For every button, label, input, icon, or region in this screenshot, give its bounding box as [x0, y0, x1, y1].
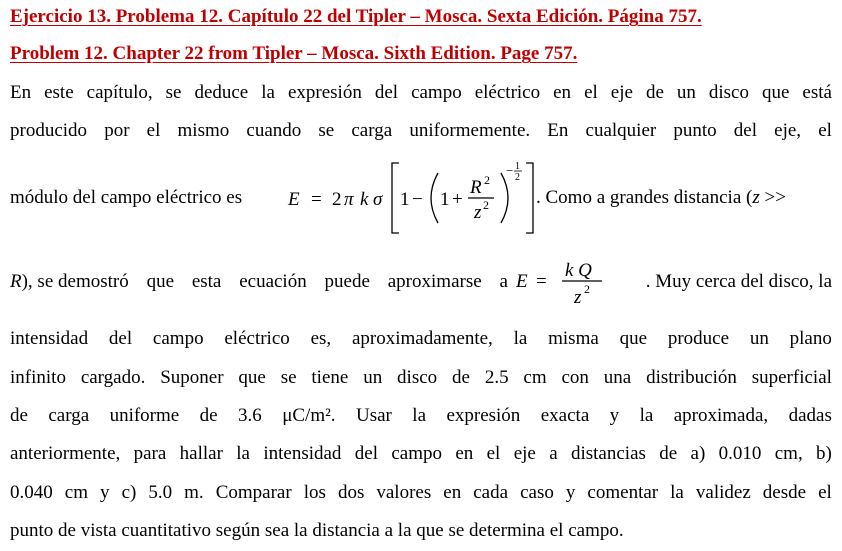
line-8-word: la: [236, 443, 250, 464]
line-7-word: la: [412, 405, 427, 426]
line-2-word: uniformemente.: [409, 120, 531, 141]
line-8-word: cm,: [774, 443, 803, 464]
line-8-word: el: [486, 443, 501, 464]
line-1-word: del: [374, 82, 399, 103]
formula-equals: =: [311, 189, 322, 210]
line-6-word: superficial: [751, 367, 832, 388]
line-9-word: cada: [473, 482, 509, 503]
approx-field-formula: [516, 257, 621, 313]
line-1-word: eje: [610, 82, 633, 103]
text-after-formula: . Como a grandes distancia (z >>: [536, 187, 786, 208]
line-7-word: dadas: [788, 405, 832, 426]
line-1-word: deduce: [194, 82, 249, 103]
line-5-word: la: [513, 328, 528, 349]
line-5-word: intensidad: [10, 328, 89, 349]
line-2-word: carga: [351, 120, 393, 141]
formula-one-a: 1: [400, 189, 410, 210]
line-7-word: carga: [48, 405, 90, 426]
approx-E: E: [516, 271, 528, 292]
line-8-word: para: [133, 443, 167, 464]
line-6-word: de: [452, 367, 470, 388]
line-8-word: anteriormente,: [10, 443, 121, 464]
heading-spanish: Ejercicio 13. Problema 12. Capítulo 22 del Tipler – Mosca. Sexta Edición. Página 757.: [10, 6, 702, 27]
line-2-word: el: [818, 120, 832, 141]
line-2-word: por: [104, 120, 130, 141]
line-9-word: c): [121, 482, 137, 503]
line-9-word: valores: [376, 482, 432, 503]
line-7-word: expresión: [446, 405, 521, 426]
line-6-word: un: [363, 367, 383, 388]
line-7-word: de: [10, 405, 28, 426]
line-1-word: disco: [708, 82, 749, 103]
line-4-word-part: ), se demostró: [21, 271, 129, 292]
line-4-word: R), se demostró: [10, 271, 129, 292]
line-7-word: aproximada,: [673, 405, 769, 426]
line-2-word: eje,: [774, 120, 802, 141]
line-2-word: En: [547, 120, 569, 141]
line-8-word: 0.010: [718, 443, 762, 464]
line-1-word: se: [165, 82, 182, 103]
line-2-word: cuando: [246, 120, 302, 141]
paragraph-line-9: [10, 482, 832, 504]
paragraph-line-6: [10, 367, 832, 389]
line-6-word: distribución: [646, 367, 737, 388]
approx-z: z: [574, 287, 582, 308]
line-2-word: el: [146, 120, 161, 141]
paragraph-line-5: [10, 328, 832, 350]
line-9-word: 0.040: [10, 482, 53, 503]
line-1-word: en: [553, 82, 572, 103]
line-4-word: esta: [191, 271, 222, 292]
line-2-word: mismo: [177, 120, 230, 141]
paragraph-line-2: [10, 120, 832, 142]
line-1-word: la: [261, 82, 275, 103]
line-1-word: eléctrico: [474, 82, 541, 103]
line-6-word: 2.5: [484, 367, 509, 388]
line-7-word: la: [639, 405, 654, 426]
exponent-numerator: 1: [515, 161, 520, 172]
line-2-word: producido: [10, 120, 88, 141]
formula-k: k: [360, 189, 369, 210]
line-8-word: de: [659, 443, 678, 464]
line-7-word: de: [199, 405, 218, 426]
line-5-word: aproximadamente,: [351, 328, 493, 349]
formula-plus: +: [452, 189, 463, 210]
formula-z-exponent: 2: [483, 198, 489, 212]
line-5-word: del: [108, 328, 133, 349]
heading-english: Problem 12. Chapter 22 from Tipler – Mosca. Sixth Edition. Page 757.: [10, 43, 578, 64]
formula-sigma: σ: [373, 189, 383, 210]
line-6-word: disco: [397, 367, 438, 388]
line-7-word: exacta: [540, 405, 590, 426]
line-7-word: μC/m².: [282, 405, 336, 426]
line-1-word: que: [761, 82, 790, 103]
line-9-word: cm: [64, 482, 88, 503]
line-1-word: este: [44, 82, 74, 103]
line-5-word: un: [749, 328, 769, 349]
text-before-formula: módulo del campo eléctrico es: [10, 187, 243, 208]
formula-one-b: 1: [440, 189, 450, 210]
line-1-word: un: [676, 82, 696, 103]
line-1-word: campo: [411, 82, 462, 103]
formula-two: 2: [332, 189, 342, 210]
formula-minus: −: [412, 189, 423, 210]
line-8-word: a): [690, 443, 706, 464]
line-9-word: desde: [762, 482, 807, 503]
line-9-word: validez: [695, 482, 751, 503]
line-6-word: cargado.: [80, 367, 146, 388]
line-9-word: caso: [520, 482, 554, 503]
line-7-word: uniforme: [109, 405, 180, 426]
paragraph-line-7: [10, 405, 832, 427]
line-8-word: eje: [513, 443, 536, 464]
exponent-denominator: 2: [515, 172, 520, 183]
formula-R-exponent: 2: [484, 173, 490, 187]
line-8-word: en: [455, 443, 474, 464]
line-2-word: punto: [673, 120, 717, 141]
line-8-word: distancias: [570, 443, 646, 464]
line-5-word: campo: [152, 328, 204, 349]
line-4-word: puede: [324, 271, 370, 292]
line-6-word: cm: [523, 367, 547, 388]
approx-kQ: k Q: [565, 260, 592, 281]
right-bracket: [526, 163, 533, 233]
line-2-word: se: [318, 120, 335, 141]
right-paren: [501, 173, 508, 223]
line-1-word: el: [584, 82, 598, 103]
approx-z-exponent: 2: [584, 282, 590, 296]
line-6-word: se: [280, 367, 297, 388]
paragraph-line-8: [10, 443, 832, 465]
line-4-word: que: [146, 271, 174, 292]
line-9-word: los: [303, 482, 326, 503]
line-4-word: a: [499, 271, 508, 292]
line-9-word: dos: [337, 482, 365, 503]
formula-z: z: [474, 202, 482, 223]
line-5-word: produce: [667, 328, 730, 349]
line-2-word: del: [733, 120, 757, 141]
line-9-word: y: [100, 482, 110, 503]
line-9-word: la: [670, 482, 684, 503]
line-7-word: y: [609, 405, 620, 426]
line-6-word: una: [603, 367, 632, 388]
formula-E: E: [288, 189, 300, 210]
line-1-word: En: [10, 82, 32, 103]
line-6-word: Suponer: [160, 367, 224, 388]
line-9-word: en: [443, 482, 462, 503]
line-7-word: 3.6: [238, 405, 262, 426]
text-after-approx: . Muy cerca del disco, la: [645, 271, 832, 292]
line-9-word: 5.0: [148, 482, 173, 503]
left-bracket: [392, 163, 399, 233]
line-8-word: b): [816, 443, 832, 464]
exponent-minus: −: [506, 163, 514, 178]
line-5-word: eléctrico: [224, 328, 290, 349]
line-8-word: campo: [391, 443, 442, 464]
line-9-word: m.: [184, 482, 204, 503]
line-8-word: del: [354, 443, 378, 464]
line-8-word: a: [549, 443, 558, 464]
line-1-word: está: [802, 82, 832, 103]
line-1-word: capítulo,: [86, 82, 153, 103]
line-4-word: aproximarse: [387, 271, 482, 292]
paragraph-line-10: punto de vista cuantitativo según sea la distancia a la que se determina el campo.: [10, 520, 624, 541]
line-5-word: es,: [310, 328, 332, 349]
line-4-word: ecuación: [239, 271, 307, 292]
line-7-word: Usar: [355, 405, 392, 426]
line-1-word: de: [645, 82, 664, 103]
approx-equals: =: [536, 271, 547, 292]
line-5-word: plano: [789, 328, 832, 349]
line-6-word: infinito: [10, 367, 66, 388]
paragraph-line-1: [10, 82, 832, 104]
line-8-word: hallar: [179, 443, 223, 464]
line-2-word: cualquier: [585, 120, 657, 141]
formula-pi: π: [344, 189, 354, 210]
left-paren: [431, 173, 438, 223]
formula-R: R: [470, 177, 482, 198]
line-1-word: expresión: [287, 82, 362, 103]
line-6-word: tiene: [311, 367, 349, 388]
line-9-word: comentar: [587, 482, 659, 503]
line-6-word: que: [238, 367, 266, 388]
paragraph-line-3: [10, 160, 832, 236]
line-5-word: misma: [548, 328, 599, 349]
line-8-word: intensidad: [263, 443, 342, 464]
line-6-word: con: [561, 367, 589, 388]
line-9-word: el: [818, 482, 832, 503]
line-9-word: y: [565, 482, 576, 503]
line-9-word: Comparar: [215, 482, 292, 503]
line-5-word: que: [619, 328, 648, 349]
